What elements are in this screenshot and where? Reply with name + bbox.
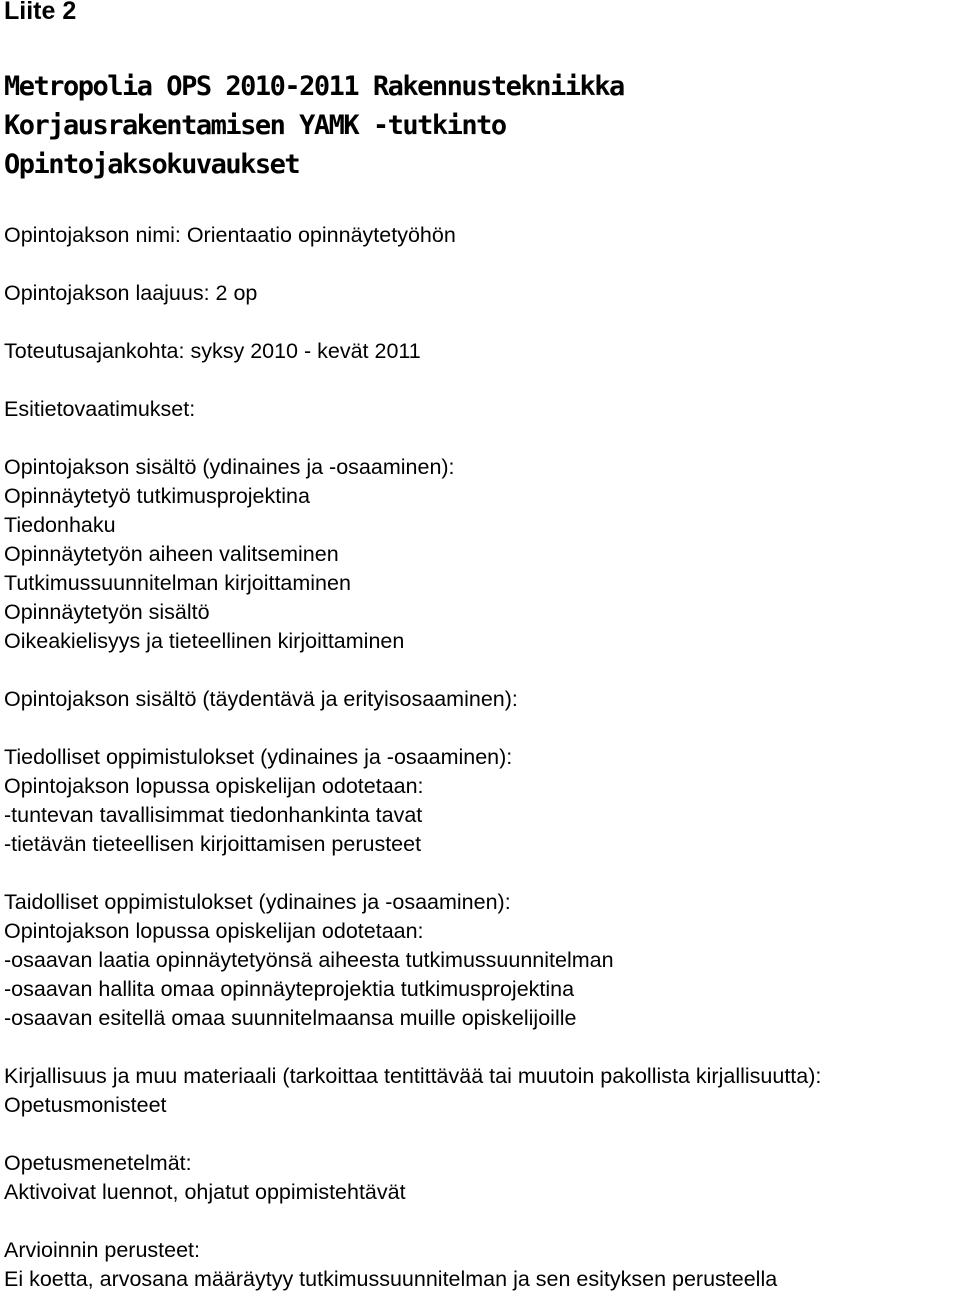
- skill-outcomes-intro: Opintojakson lopussa opiskelijan odotetaan:: [4, 919, 424, 943]
- methods-heading: Opetusmenetelmät:: [4, 1151, 192, 1175]
- list-item: Tutkimussuunnitelman kirjoittaminen: [4, 571, 351, 595]
- course-description: [4, 221, 821, 1294]
- assessment-heading: Arvioinnin perusteet:: [4, 1238, 200, 1262]
- knowledge-outcomes-intro: Opintojakson lopussa opiskelijan odotetaan:: [4, 774, 424, 798]
- literature-value: Opetusmonisteet: [4, 1093, 167, 1117]
- list-item: Opinnäytetyön aiheen valitseminen: [4, 542, 339, 566]
- list-item: Opinnäytetyö tutkimusprojektina: [4, 484, 310, 508]
- knowledge-outcomes-heading: Tiedolliset oppimistulokset (ydinaines ja -osaaminen):: [4, 745, 513, 769]
- list-item: -osaavan laatia opinnäytetyönsä aiheesta tutkimussuunnitelman: [4, 948, 614, 972]
- course-name: Opintojakson nimi: Orientaatio opinnäytetyöhön: [4, 223, 456, 247]
- section-title: Opintojaksokuvaukset: [4, 149, 300, 180]
- supplementary-content-heading: Opintojakson sisältö (täydentävä ja erityisosaaminen):: [4, 687, 518, 711]
- literature-heading: Kirjallisuus ja muu materiaali (tarkoittaa tentittävää tai muutoin pakollista kirjallisuutta):: [4, 1064, 822, 1088]
- course-prerequisites: Esitietovaatimukset:: [4, 397, 196, 421]
- list-item: -osaavan esitellä omaa suunnitelmaansa muille opiskelijoille: [4, 1006, 577, 1030]
- appendix-label: Liite 2: [4, 0, 77, 25]
- document-title: Metropolia OPS 2010-2011 Rakennustekniikka: [4, 71, 624, 102]
- core-content-heading: Opintojakson sisältö (ydinaines ja -osaaminen):: [4, 455, 455, 479]
- methods-value: Aktivoivat luennot, ohjatut oppimistehtävät: [4, 1180, 406, 1204]
- list-item: -tietävän tieteellisen kirjoittamisen perusteet: [4, 832, 422, 856]
- skill-outcomes-heading: Taidolliset oppimistulokset (ydinaines ja -osaaminen):: [4, 890, 511, 914]
- assessment-value: Ei koetta, arvosana määräytyy tutkimussuunnitelman ja sen esityksen perusteella: [4, 1267, 778, 1291]
- list-item: Oikeakielisyys ja tieteellinen kirjoittaminen: [4, 629, 405, 653]
- list-item: Tiedonhaku: [4, 513, 116, 537]
- course-scope: Opintojakson laajuus: 2 op: [4, 281, 258, 305]
- list-item: -osaavan hallita omaa opinnäyteprojektia tutkimusprojektina: [4, 977, 575, 1001]
- list-item: -tuntevan tavallisimmat tiedonhankinta tavat: [4, 803, 423, 827]
- course-timing: Toteutusajankohta: syksy 2010 - kevät 2011: [4, 339, 421, 363]
- list-item: Opinnäytetyön sisältö: [4, 600, 210, 624]
- title-block: [4, 67, 624, 184]
- degree-title: Korjausrakentamisen YAMK -tutkinto: [4, 110, 506, 141]
